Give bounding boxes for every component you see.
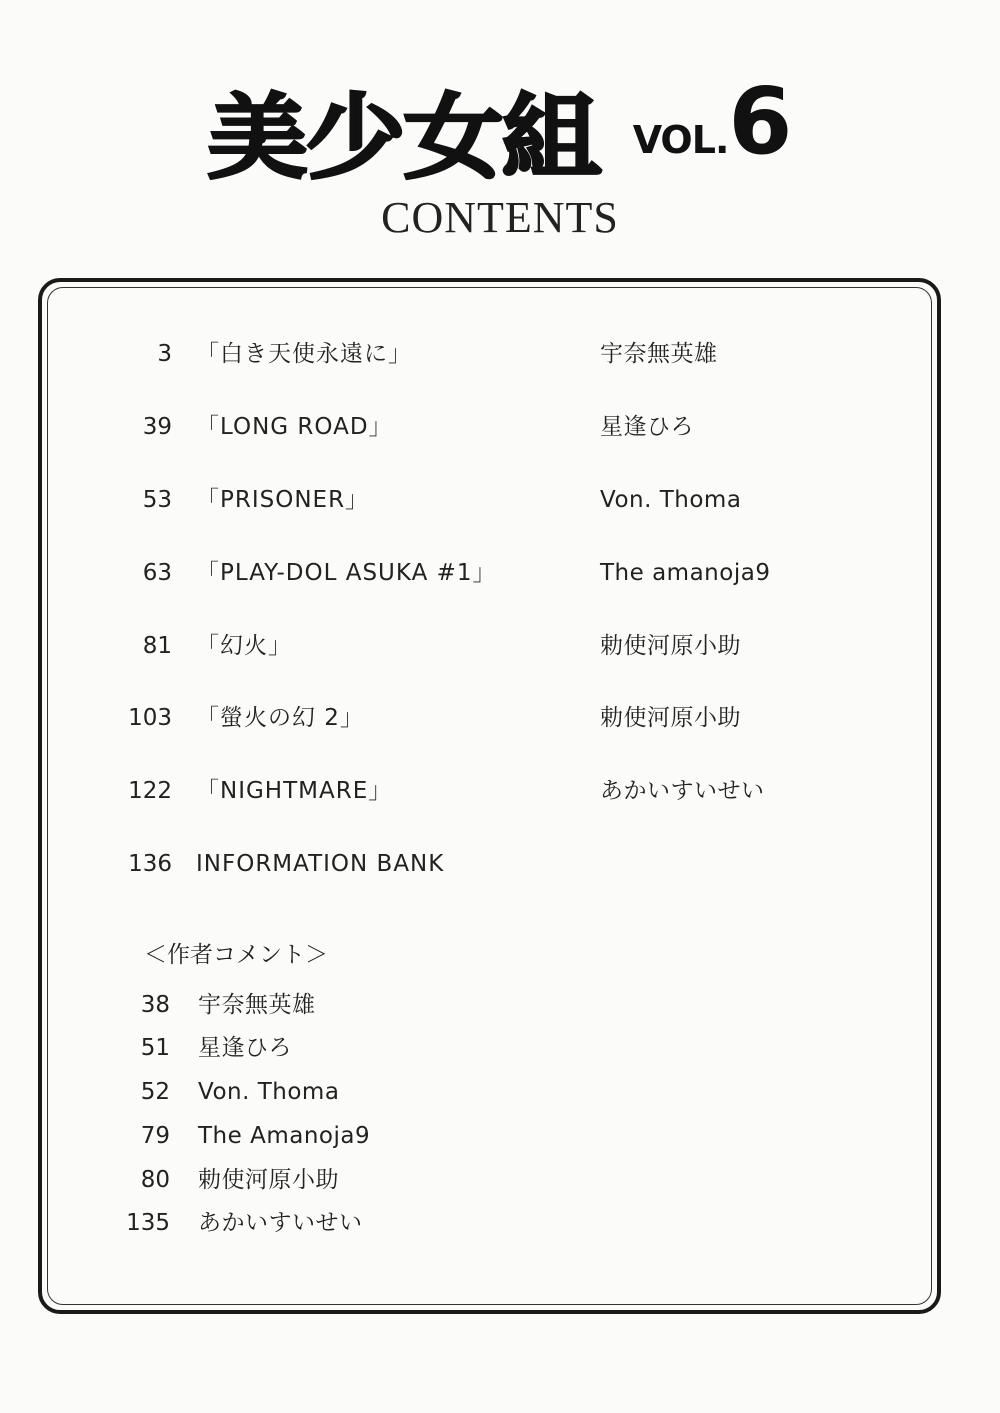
contents-entry[interactable] (0, 334, 1000, 374)
entry-title: 「PRISONER」 (196, 487, 370, 513)
entry-title: 「白き天使永遠に」 (196, 341, 412, 367)
author-comment-entry[interactable] (0, 1116, 1000, 1156)
magazine-title: 美少女組 (207, 83, 600, 192)
author-comment-entry[interactable] (0, 1028, 1000, 1068)
entry-page-number: 39 (142, 414, 172, 440)
contents-entry[interactable] (0, 553, 1000, 593)
contents-entry[interactable] (0, 844, 1000, 884)
comment-page-number: 135 (126, 1210, 170, 1236)
comment-page-number: 52 (140, 1079, 170, 1105)
entry-author: The amanoja9 (600, 560, 771, 586)
author-comment-entry[interactable] (0, 1203, 1000, 1243)
comment-author-name: 宇奈無英雄 (198, 992, 316, 1018)
entry-title: 「NIGHTMARE」 (196, 778, 393, 804)
entry-page-number: 103 (128, 705, 172, 731)
comment-page-number: 38 (140, 992, 170, 1018)
entry-page-number: 136 (128, 851, 172, 877)
entry-author: Von. Thoma (600, 487, 742, 513)
entry-author: 宇奈無英雄 (600, 341, 718, 367)
volume-number: 6 (728, 68, 793, 175)
author-comment-entry[interactable] (0, 1160, 1000, 1200)
entry-author: 勅使河原小助 (600, 705, 741, 731)
masthead (0, 68, 1000, 192)
entry-author: 勅使河原小助 (600, 633, 741, 659)
entry-title: INFORMATION BANK (196, 851, 445, 877)
entry-author: 星逢ひろ (600, 414, 694, 440)
entry-title: 「LONG ROAD」 (196, 414, 393, 440)
comment-author-name: 勅使河原小助 (198, 1167, 339, 1193)
contents-entry[interactable] (0, 626, 1000, 666)
comment-page-number: 51 (140, 1035, 170, 1061)
volume-label: VOL. (632, 118, 729, 162)
comment-author-name: 星逢ひろ (198, 1035, 292, 1061)
entry-author: あかいすいせい (600, 778, 765, 804)
contents-entry[interactable] (0, 698, 1000, 738)
author-comment-entry[interactable] (0, 985, 1000, 1025)
entry-page-number: 81 (142, 633, 172, 659)
entry-title: 「PLAY-DOL ASUKA #1」 (196, 560, 497, 586)
contents-entry[interactable] (0, 771, 1000, 811)
comment-author-name: Von. Thoma (198, 1079, 340, 1105)
volume-mark (632, 68, 793, 198)
contents-entry[interactable] (0, 407, 1000, 447)
author-comments-heading: ＜作者コメント＞ (144, 942, 328, 968)
contents-entry[interactable] (0, 480, 1000, 520)
contents-heading: CONTENTS (381, 193, 619, 242)
entry-page-number: 3 (157, 341, 172, 367)
author-comment-entry[interactable] (0, 1072, 1000, 1112)
entry-page-number: 53 (142, 487, 172, 513)
comment-author-name: あかいすいせい (198, 1210, 363, 1236)
entry-page-number: 122 (128, 778, 172, 804)
comment-author-name: The Amanoja9 (198, 1123, 371, 1149)
comment-page-number: 79 (140, 1123, 170, 1149)
entry-title: 「螢火の幻 2」 (196, 705, 364, 731)
entry-page-number: 63 (142, 560, 172, 586)
entry-title: 「幻火」 (196, 633, 292, 659)
comment-page-number: 80 (140, 1167, 170, 1193)
